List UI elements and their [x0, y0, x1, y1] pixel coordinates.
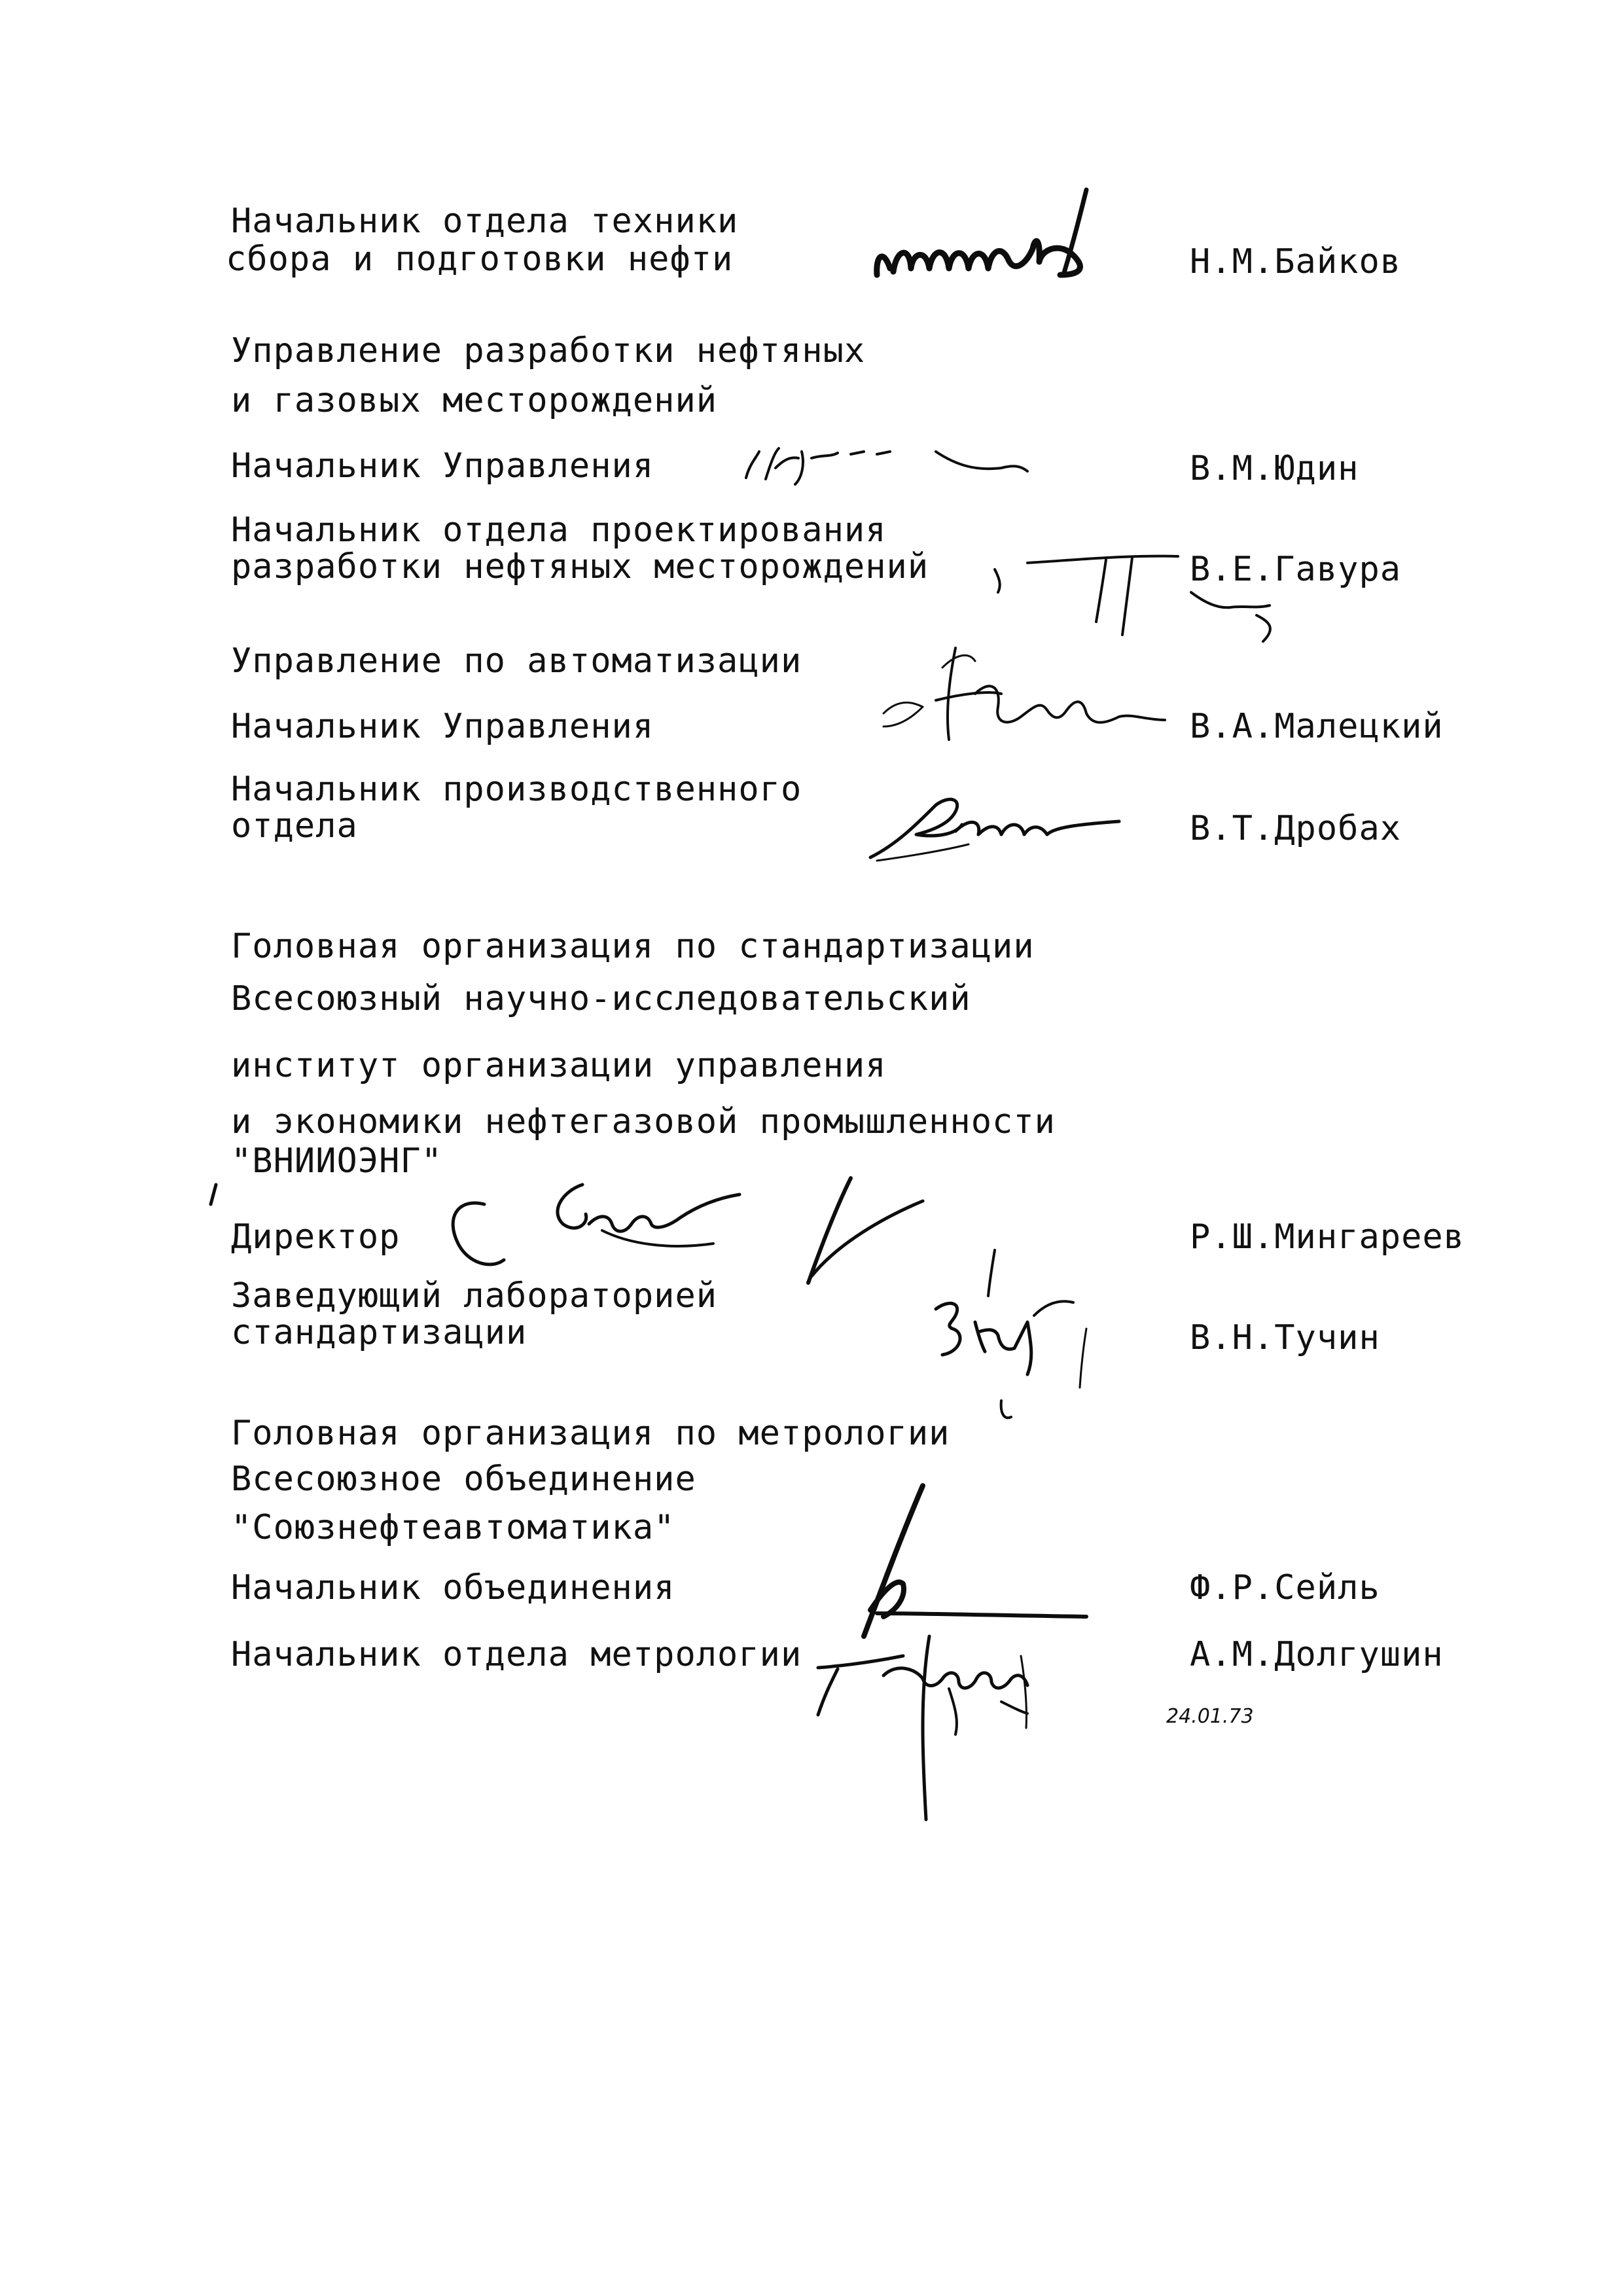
yudin-name: В.М.Юдин: [1190, 449, 1359, 488]
drobakh-signature: [857, 779, 1132, 870]
dolgushin-position: Начальник отдела метрологии: [231, 1635, 802, 1674]
seil-position: Начальник объединения: [231, 1568, 675, 1607]
std-org-line1: Головная организация по стандартизации: [231, 927, 1035, 966]
tuchin-position-line1: Заведующий лабораторией: [231, 1276, 718, 1316]
gavura-position-line2: разработки нефтяных месторождений: [231, 547, 929, 586]
dolgushin-date: 24.01.73: [1166, 1705, 1254, 1728]
maletsky-name: В.А.Малецкий: [1190, 707, 1444, 746]
baikov-position-line1: Начальник отдела техники: [231, 202, 739, 241]
baikov-signature: [864, 177, 1139, 281]
drobakh-position-line2: отдела: [231, 806, 358, 846]
baikov-name: Н.М.Байков: [1190, 242, 1402, 281]
std-org-line2: Всесоюзный научно-исследовательский: [231, 979, 971, 1018]
drobakh-name: В.Т.Дробах: [1190, 809, 1402, 848]
ur-org-line2: и газовых месторождений: [231, 381, 718, 420]
std-org-line4: и экономики нефтегазовой промышленности: [231, 1102, 1056, 1141]
maletsky-position: Начальник Управления: [231, 707, 654, 746]
metr-org-line1: Головная организация по метрологии: [231, 1414, 950, 1453]
metr-org-line2: Всесоюзное объединение: [231, 1460, 696, 1499]
ur-org-line1: Управление разработки нефтяных: [231, 331, 866, 370]
seil-name: Ф.Р.Сейль: [1190, 1568, 1380, 1607]
tuchin-signature: [916, 1237, 1152, 1446]
maletsky-signature: [857, 628, 1198, 759]
metr-org-line3: "Союзнефтеавтоматика": [231, 1508, 675, 1547]
mingareev-position: Директор: [231, 1217, 401, 1257]
std-org-line3: институт организации управления: [231, 1046, 887, 1085]
baikov-position-line2: сбора и подготовки нефти: [226, 240, 734, 279]
drobakh-position-line1: Начальник производственного: [231, 770, 802, 809]
dolgushin-signature: [805, 1617, 1171, 1833]
ua-org: Управление по автоматизации: [231, 641, 802, 681]
yudin-signature: [740, 432, 1054, 491]
tuchin-position-line2: стандартизации: [231, 1313, 527, 1352]
tuchin-name: В.Н.Тучин: [1190, 1318, 1380, 1357]
gavura-name: В.Е.Гавура: [1190, 550, 1402, 589]
mingareev-name: Р.Ш.Мингареев: [1190, 1217, 1465, 1257]
gavura-position-line1: Начальник отдела проектирования: [231, 511, 887, 550]
std-org-line5: "ВНИИОЭНГ": [231, 1141, 443, 1181]
dolgushin-name: А.М.Долгушин: [1190, 1635, 1444, 1674]
yudin-position: Начальник Управления: [231, 446, 654, 486]
